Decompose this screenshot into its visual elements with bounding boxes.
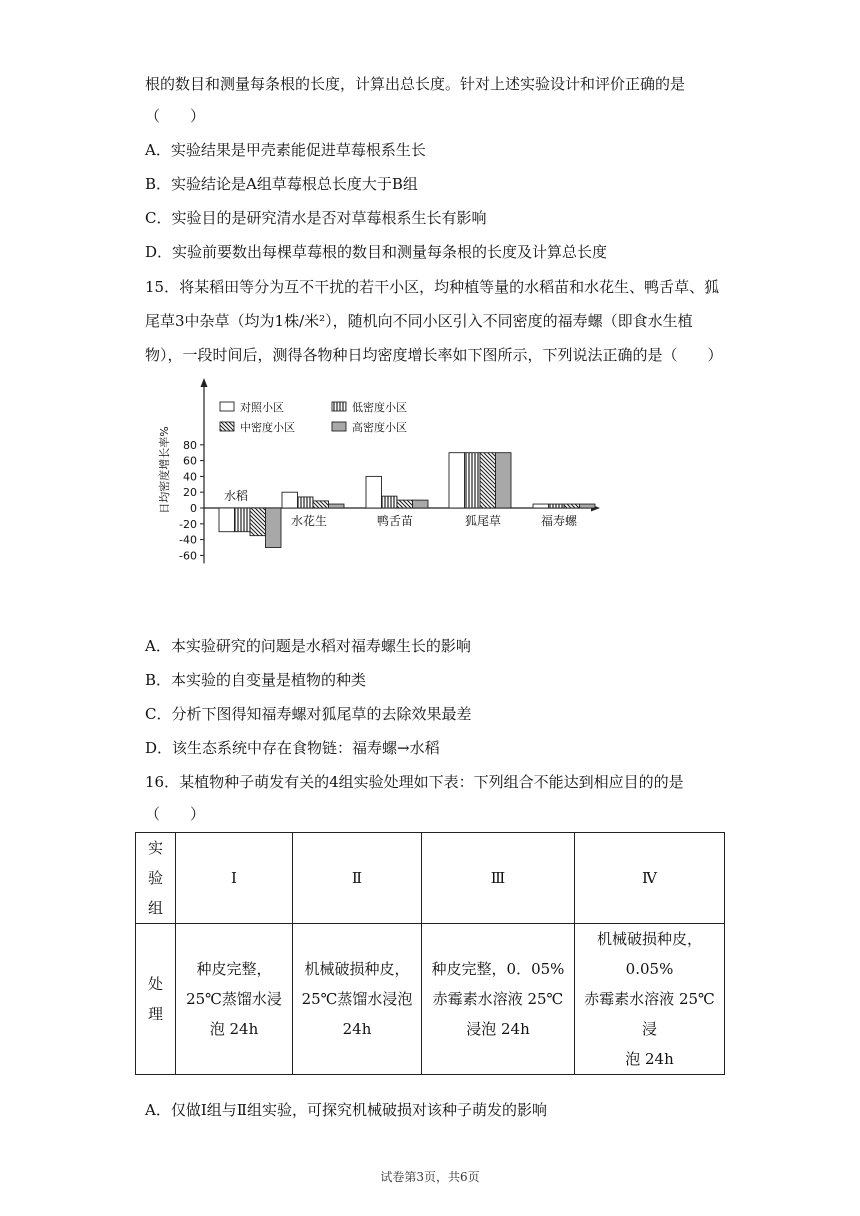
text-line: D．实验前要数出每棵草莓根的数目和测量每条根的长度及计算总长度 [145, 243, 608, 261]
cell-line: 浸泡 24h [466, 1020, 530, 1038]
bar [219, 508, 235, 532]
y-tick-label: 60 [183, 454, 197, 468]
cell-line: 赤霉素水溶液 25℃ [432, 990, 564, 1008]
column-header-1: Ⅰ [176, 833, 293, 924]
text-line: （ ） [145, 107, 206, 125]
bar [480, 453, 496, 508]
row-label-1: 处 [147, 975, 163, 993]
column-header-4: Ⅳ [575, 833, 725, 924]
text-line: A．实验结果是甲壳素能促进草莓根系生长 [145, 141, 426, 159]
column-header-3: Ⅲ [422, 833, 575, 924]
bar [250, 508, 266, 536]
text-line: C．实验目的是研究清水是否对草莓根系生长有影响 [145, 209, 487, 227]
bar [549, 504, 565, 508]
bar [266, 508, 282, 548]
header-label-cell [136, 833, 176, 924]
bar [465, 453, 481, 508]
legend-swatch [332, 422, 346, 431]
text-line: 根的数目和测量每条根的长度，计算出总长度。针对上述实验设计和评价正确的是 [145, 75, 686, 93]
text-line: C．分析下图得知福寿螺对狐尾草的去除效果最差 [145, 705, 472, 723]
table-cell-4 [575, 924, 725, 1075]
y-tick-label: 40 [183, 470, 197, 484]
header-label-2: 验 [147, 869, 163, 887]
table-row [136, 924, 725, 1075]
y-axis-label: 日均密度增长率% [158, 426, 171, 514]
bar [235, 508, 251, 532]
text-line: A．本实验研究的问题是水稻对福寿螺生长的影响 [145, 637, 471, 655]
cell-line: 24h [342, 1020, 372, 1038]
cell-line: 25℃蒸馏水浸 [186, 990, 282, 1008]
bar [313, 501, 329, 508]
y-tick-label: -40 [179, 533, 197, 547]
table-cell-3 [422, 924, 575, 1075]
text-line: B．实验结论是A组草莓根总长度大于B组 [145, 175, 418, 193]
table-cell-1 [176, 924, 293, 1075]
cell-line: 机械破损种皮， [304, 960, 410, 978]
table-cell-2 [293, 924, 422, 1075]
page-footer: 试卷第3页，共6页 [380, 1170, 480, 1184]
category-label: 鸭舌苗 [376, 514, 414, 528]
category-label: 福寿螺 [540, 514, 578, 528]
bar [382, 496, 398, 508]
bar [397, 500, 413, 508]
cell-line: 泡 24h [625, 1050, 674, 1068]
cell-line: 25℃蒸馏水浸泡 [301, 990, 413, 1008]
bar [496, 453, 512, 508]
y-tick-label: -60 [179, 549, 197, 563]
bar [413, 500, 429, 508]
bar [298, 497, 314, 508]
y-tick-label: 0 [190, 502, 197, 515]
header-label-1: 实 [147, 839, 163, 857]
category-label: 水稻 [223, 489, 249, 503]
cell-line: 种皮完整， [196, 960, 272, 978]
legend-swatch [220, 402, 234, 411]
text-line: 尾草3中杂草（均为1株/米²），随机向不同小区引入不同密度的福寿螺（即食水生植 [145, 312, 693, 330]
row-label-2: 理 [147, 1005, 163, 1023]
legend-label: 中密度小区 [240, 421, 295, 434]
category-label: 狐尾草 [464, 514, 502, 528]
bar [449, 453, 465, 508]
text-line: （ ） [145, 805, 206, 823]
text-line: 15．将某稻田等分为互不干扰的若干小区，均种植等量的水稻苗和水花生、鸭舌草、狐 [145, 278, 720, 296]
bar [533, 504, 549, 508]
bar [329, 504, 345, 508]
legend-label: 高密度小区 [352, 421, 407, 434]
text-line: B．本实验的自变量是植物的种类 [145, 671, 367, 689]
cell-line: 种皮完整，0．05% [431, 960, 565, 978]
bar-chart [150, 375, 610, 590]
experiment-table [135, 832, 725, 1075]
column-header-2: Ⅱ [293, 833, 422, 924]
legend-label: 对照小区 [240, 401, 284, 414]
bar [366, 476, 382, 508]
y-axis-arrow [201, 378, 208, 387]
y-tick-label: 80 [183, 438, 197, 452]
y-tick-label: -20 [179, 517, 197, 531]
table-row [136, 833, 725, 924]
text-line: A．仅做Ⅰ组与Ⅱ组实验，可探究机械破损对该种子萌发的影响 [145, 1101, 547, 1119]
row-label-cell [136, 924, 176, 1075]
cell-line: 赤霉素水溶液 25℃浸 [584, 990, 715, 1038]
bar [564, 504, 580, 508]
cell-line: 机械破损种皮，0.05% [596, 930, 702, 978]
y-tick-label: 20 [183, 486, 197, 500]
header-label-3: 组 [147, 899, 163, 917]
category-label: 水花生 [290, 514, 328, 528]
legend-swatch [220, 422, 234, 431]
text-line: 物），一段时间后，测得各物种日均密度增长率如下图所示，下列说法正确的是（ ） [145, 346, 723, 364]
bar [282, 492, 298, 508]
legend-label: 低密度小区 [352, 401, 407, 414]
cell-line: 泡 24h [209, 1020, 259, 1038]
bar [580, 504, 596, 508]
text-line: D．该生态系统中存在食物链：福寿螺→水稻 [145, 739, 440, 757]
text-line: 16．某植物种子萌发有关的4组实验处理如下表：下列组合不能达到相应目的的是 [145, 773, 684, 791]
legend-swatch [332, 402, 346, 411]
